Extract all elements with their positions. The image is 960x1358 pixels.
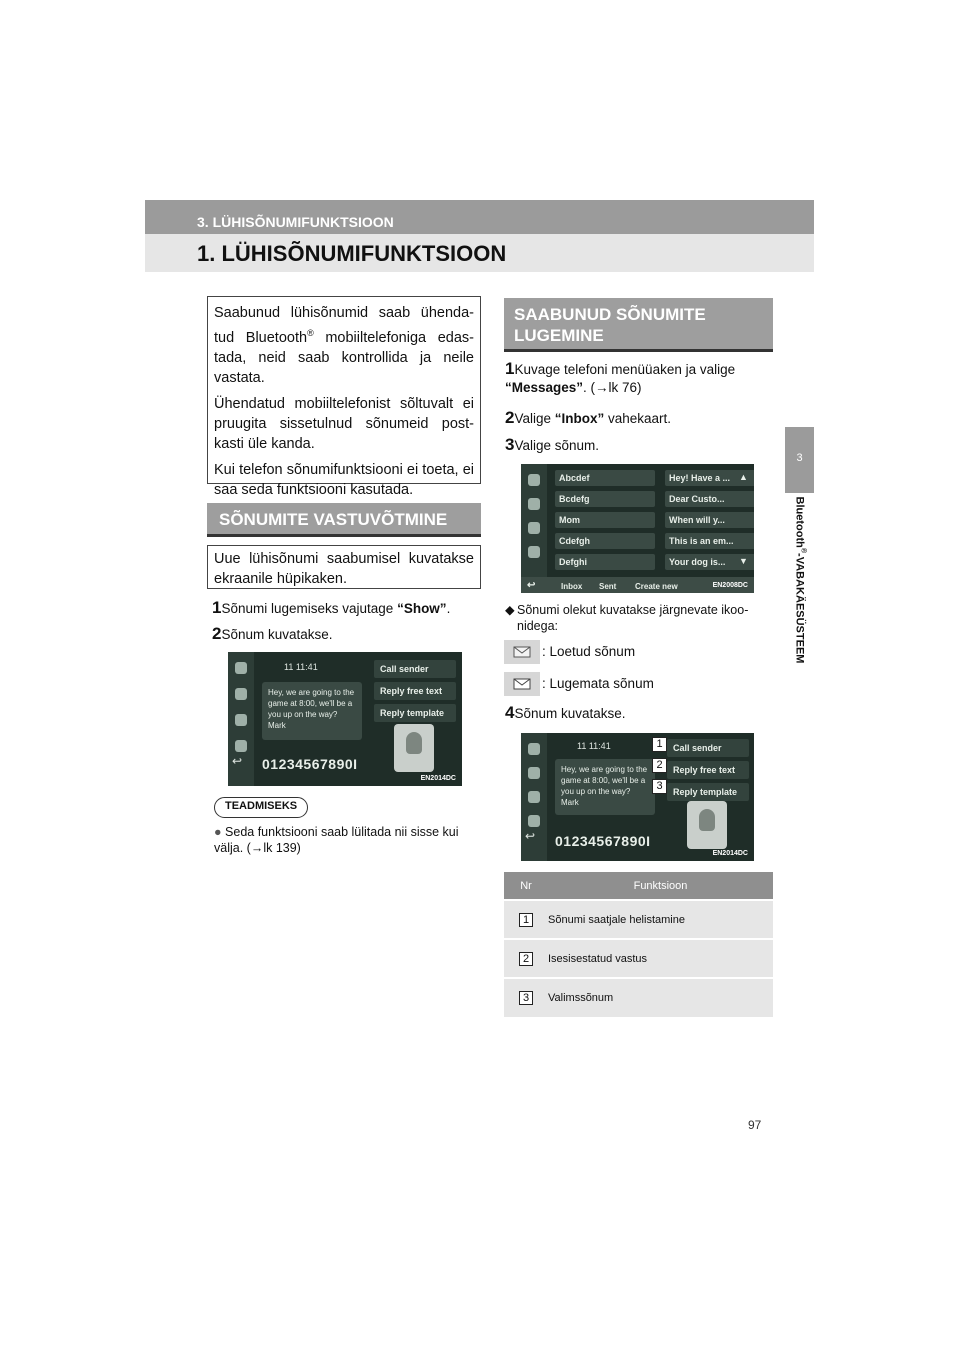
inbox-row[interactable]: Abcdef Hey! Have a ...	[555, 470, 754, 488]
read-step-4: 4Sõnum kuvatakse.	[505, 703, 626, 722]
status-icons-intro: ◆ Sõnumi olekut kuvatakse järgnevate ikoo-nidega:	[505, 603, 749, 633]
phone-icon	[235, 662, 247, 674]
back-icon[interactable]: ↩	[527, 580, 536, 591]
message-icon	[528, 546, 540, 558]
screen-code: EN2014DC	[420, 775, 456, 782]
row-number: 1	[519, 913, 533, 927]
contacts-icon	[235, 688, 247, 700]
phone-icon	[528, 474, 540, 486]
call-sender-button[interactable]: Call sender	[374, 660, 456, 678]
contact-avatar	[687, 801, 727, 849]
phone-number: 01234567890I	[555, 833, 651, 849]
table-row	[504, 978, 773, 1017]
unread-envelope-icon	[504, 672, 540, 696]
inbox-row[interactable]: Mom When will y...	[555, 512, 754, 530]
function-table	[504, 872, 773, 1017]
row-number: 2	[519, 952, 533, 966]
phone-icon	[528, 743, 540, 755]
scroll-down-icon[interactable]: ▼	[739, 556, 748, 566]
reply-free-text-button[interactable]: Reply free text	[667, 761, 749, 779]
contact-avatar	[394, 724, 434, 772]
read-envelope-icon	[504, 640, 540, 664]
message-body: Hey, we are going to the game at 8:00, we'll be a you up on the way? Mark	[555, 759, 655, 815]
phone-number: 01234567890I	[262, 756, 358, 772]
inbox-screen	[521, 464, 754, 593]
intro-box	[207, 296, 481, 498]
keypad-icon	[528, 791, 540, 803]
note-label: TEADMISEKS	[214, 797, 308, 818]
read-step-3: 3Valige sõnum.	[505, 435, 600, 454]
call-sender-button[interactable]: Call sender	[667, 739, 749, 757]
reply-template-button[interactable]: Reply template	[667, 783, 749, 801]
col-function: Funktsioon	[548, 872, 773, 900]
col-nr: Nr	[504, 872, 548, 900]
contacts-icon	[528, 498, 540, 510]
row-function: Valimssõnum	[548, 978, 773, 1017]
intro-paragraph-1: Saabunud lühisõnumid saab ühenda-tud Bluetooth® mobiiltelefoniga edas-tada, neid saab kontrollida ja neile vastata.	[214, 305, 474, 386]
back-icon[interactable]: ↩	[232, 754, 243, 768]
message-body: Hey, we are going to the game at 8:00, we'll be a you up on the way? Mark	[262, 682, 362, 740]
read-step-2: 2Valige “Inbox” vahekaart.	[505, 408, 672, 427]
section-heading-read: SAABUNUD SÕNUMITE LUGEMINE	[504, 298, 773, 352]
page-number: 97	[748, 1118, 762, 1132]
screen-sidebar	[521, 464, 547, 593]
message-screen-right	[521, 733, 754, 861]
message-screen-left	[228, 652, 462, 786]
reply-template-button[interactable]: Reply template	[374, 704, 456, 722]
section-heading-receive: SÕNUMITE VASTUVÕTMINE	[207, 503, 481, 537]
row-function: Sõnumi saatjale helistamine	[548, 900, 773, 939]
keypad-icon	[528, 522, 540, 534]
intro-paragraph-3: Kui telefon sõnumifunktsiooni ei toeta, ei saa seda funktsiooni kasutada.	[214, 461, 474, 498]
chapter-tab: 3	[785, 427, 814, 493]
row-function: Isesisestatud vastus	[548, 939, 773, 978]
callout-2: 2	[652, 758, 667, 773]
tab-sent[interactable]: Sent	[599, 582, 617, 591]
callout-3: 3	[652, 779, 667, 794]
table-row	[504, 939, 773, 978]
table-row	[504, 900, 773, 939]
inbox-row[interactable]: Bcdefg Dear Custo...	[555, 491, 754, 509]
bullet-icon: ◆	[505, 603, 515, 617]
receive-step-1: 1Sõnumi lugemiseks vajutage “Show”.	[212, 598, 451, 617]
screen-code: EN2014DC	[712, 850, 748, 857]
read-step-1: 1Kuvage telefoni menüüaken ja valige “Messages”. (→lk 76)	[505, 359, 736, 395]
scroll-up-icon[interactable]: ▲	[739, 472, 748, 482]
message-icon	[235, 740, 247, 752]
tab-inbox[interactable]: Inbox	[561, 582, 583, 591]
inbox-row[interactable]: Defghi Your dog is...	[555, 554, 754, 572]
row-number: 3	[519, 991, 533, 1005]
back-icon[interactable]: ↩	[525, 829, 536, 843]
receive-box: Uue lühisõnumi saabumisel kuvatakse ekraanile hüpikaken.	[207, 545, 481, 589]
screen-code: EN2008DC	[712, 582, 748, 589]
keypad-icon	[235, 714, 247, 726]
reply-free-text-button[interactable]: Reply free text	[374, 682, 456, 700]
callout-1: 1	[652, 737, 667, 752]
intro-paragraph-2: Ühendatud mobiiltelefonist sõltuvalt ei pruugita sissetulnud sõnumeid post-kasti üle kanda.	[214, 395, 474, 452]
chapter-title: 3. LÜHISÕNUMIFUNKTSIOON	[145, 200, 814, 234]
receive-step-2: 2Sõnum kuvatakse.	[212, 624, 333, 643]
inbox-row[interactable]: Cdefgh This is an em...	[555, 533, 754, 551]
page-title: 1. LÜHISÕNUMIFUNKTSIOON	[145, 234, 814, 272]
note-text: ● Seda funktsiooni saab lülitada nii sisse kui välja. (→lk 139)	[214, 825, 459, 855]
page-header	[145, 200, 814, 272]
tab-create-new[interactable]: Create new	[635, 582, 678, 591]
message-time: 11 11:41	[284, 662, 318, 672]
contacts-icon	[528, 767, 540, 779]
chapter-side-label: Bluetooth®-VABAKÄESÜSTEEM	[793, 496, 807, 664]
message-icon	[528, 815, 540, 827]
message-time: 11 11:41	[577, 741, 611, 751]
